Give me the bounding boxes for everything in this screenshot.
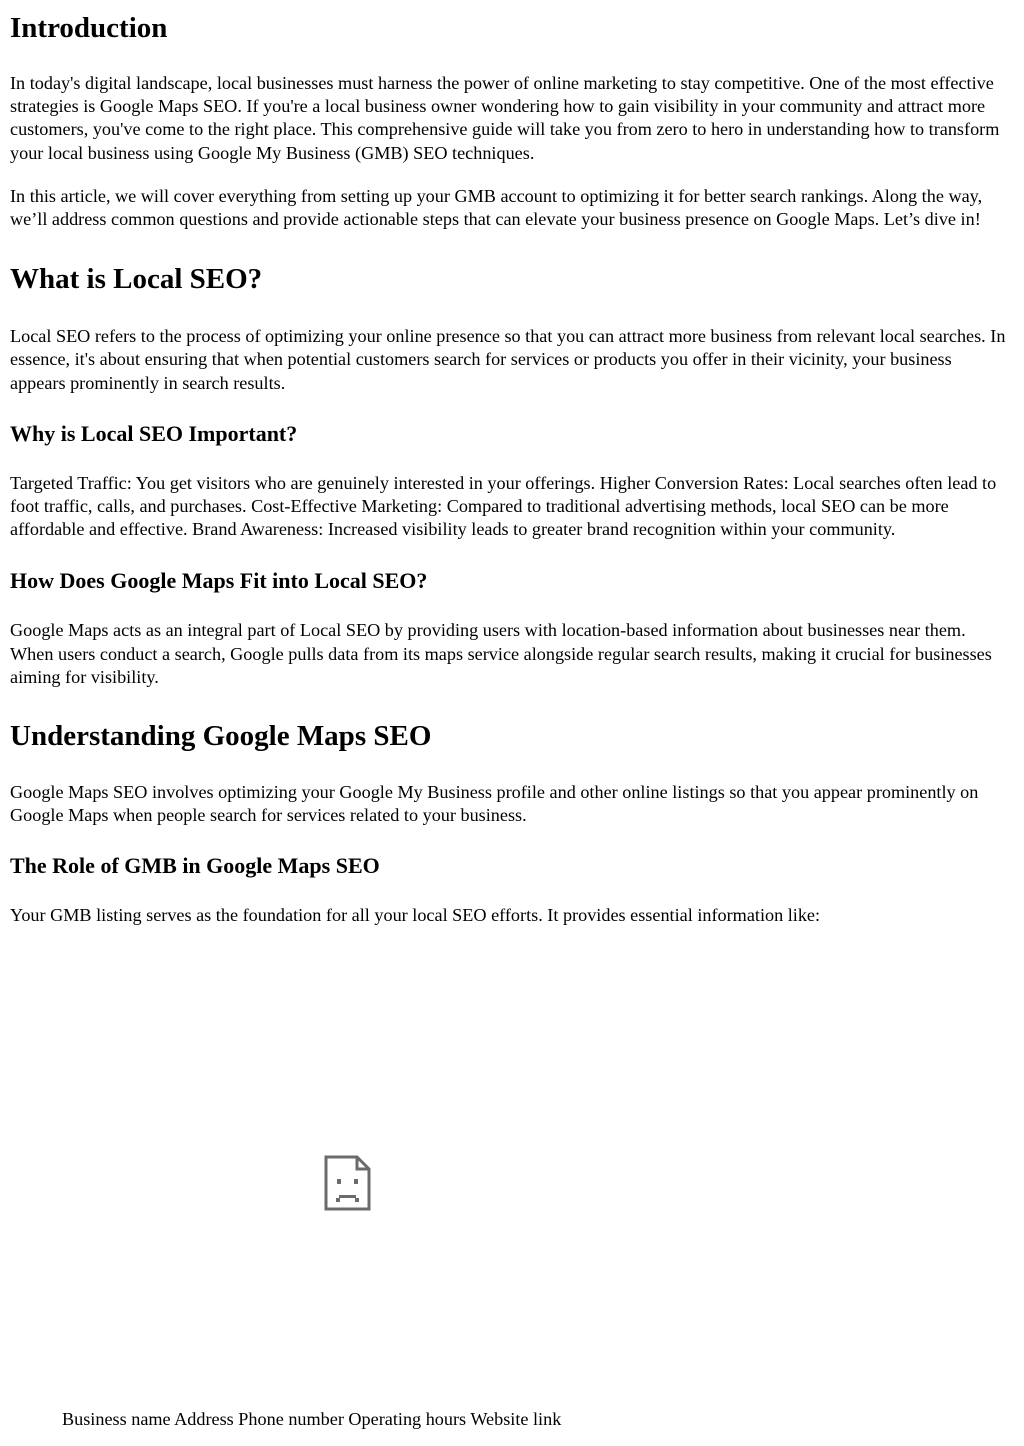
intro-paragraph-2: In this article, we will cover everything from setting up your GMB account to optimizing it for better search rankings. Along the way, we’ll address common questions and provide actionable steps that can elevate your business presence on Google Maps. Let’s dive in!	[10, 185, 983, 230]
understanding-maps-seo-paragraph: Google Maps SEO involves optimizing your Google My Business profile and other online listings so that you appear prominently on Google Maps when people search for services related to your business.	[10, 782, 979, 826]
google-maps-fit-paragraph: Google Maps acts as an integral part of Local SEO by providing users with location-based information about businesses near them. When users conduct a search, Google pulls data from its maps service alongside regular search results, making it crucial for businesses aiming for visibility.	[10, 620, 992, 687]
gmb-info-list: Business name Address Phone number Operating hours Website link	[62, 1409, 562, 1429]
intro-paragraph-1: In today's digital landscape, local businesses must harness the power of online marketing to stay competitive. One of the most effective strategies is Google Maps SEO. If you're a local business owner wondering how to gain visibility in your community and attract more customers, you've come to the right place. This comprehensive guide will take you from zero to hero in understanding how to transform your local business using Google My Business (GMB) SEO techniques.	[10, 73, 1000, 163]
why-local-seo-heading: Why is Local SEO Important?	[10, 420, 298, 446]
local-seo-heading: What is Local SEO?	[10, 263, 263, 296]
broken-image-icon	[324, 1155, 371, 1211]
gmb-role-heading: The Role of GMB in Google Maps SEO	[10, 853, 380, 879]
understanding-maps-seo-heading: Understanding Google Maps SEO	[10, 720, 432, 753]
article-content	[10, 0, 1008, 928]
why-local-seo-paragraph: Targeted Traffic: You get visitors who are genuinely interested in your offerings. Higher Conversion Rates: Local searches often lead to foot traffic, calls, and purchases. Cost-Effective Marketing: Compared to traditional advertising methods, local SEO can be more affordable and effective. Brand Awareness: Increased visibility leads to greater brand recognition within your community.	[10, 472, 997, 540]
google-maps-fit-heading: How Does Google Maps Fit into Local SEO?	[10, 568, 428, 594]
intro-heading: Introduction	[10, 12, 168, 44]
local-seo-paragraph: Local SEO refers to the process of optimizing your online presence so that you can attract more business from relevant local searches. In essence, it's about ensuring that when potential customers search for services or products you offer in their vicinity, your business appears prominently in search results.	[10, 326, 1006, 393]
gmb-role-paragraph: Your GMB listing serves as the foundation for all your local SEO efforts. It provides essential information like:	[10, 905, 821, 926]
